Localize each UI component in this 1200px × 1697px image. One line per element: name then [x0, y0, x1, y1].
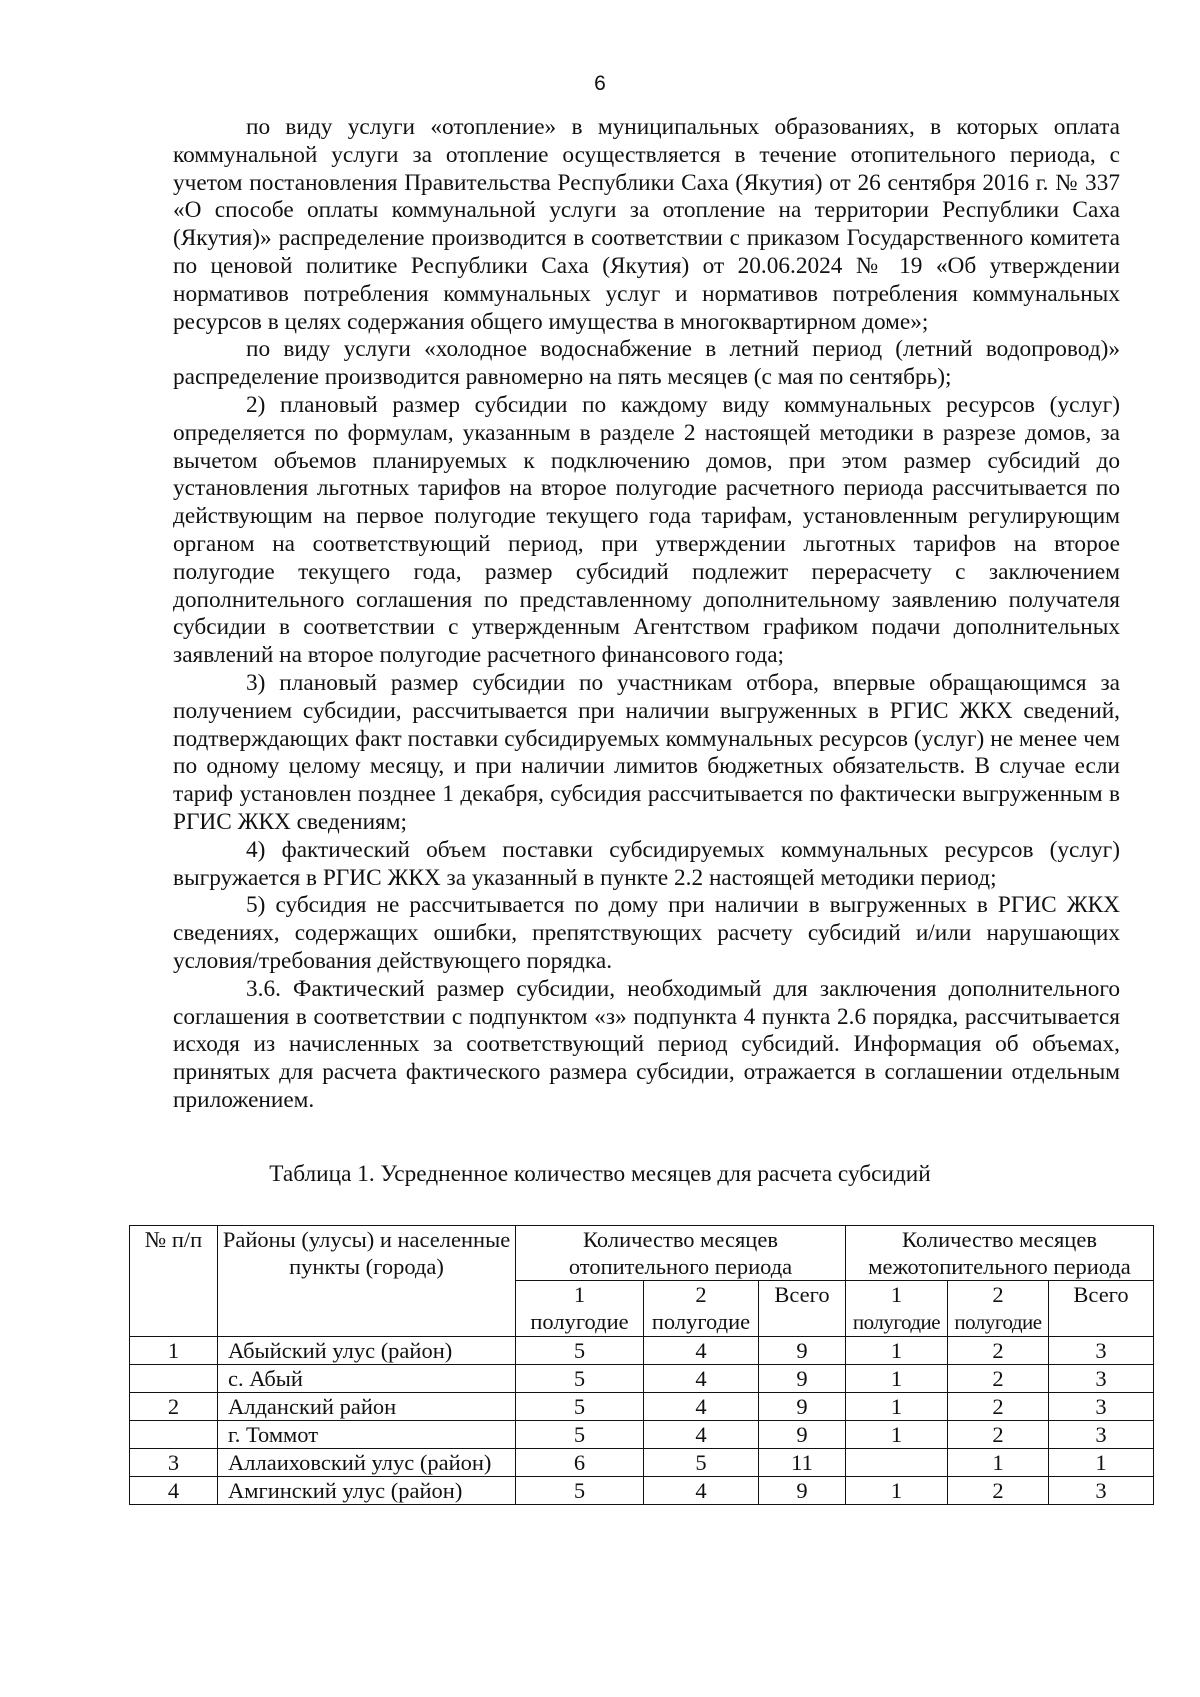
cell-heating-half-2: 4: [644, 1393, 759, 1421]
header-heating-total: Всего: [759, 1281, 846, 1337]
cell-heating-half-2: 4: [644, 1365, 759, 1393]
cell-num: 2: [130, 1393, 218, 1421]
cell-nonheating-half-1: 1: [846, 1337, 948, 1365]
table-caption: Таблица 1. Усредненное количество месяцев для расчета субсидий: [269, 1161, 931, 1187]
cell-name: г. Томмот: [218, 1421, 516, 1449]
header-heating-half-2-num: 2: [695, 1282, 707, 1307]
paragraph-item-3: 3) плановый размер субсидии по участникам отбора, впервые обращающимся за получением субсидии, рассчитывается при наличии выгруженных в РГИС ЖКХ сведений, подтверждающих факт поставки субсидируемых коммунальных ресурсов (услуг) не менее чем по одному целому месяцу, и при наличии лимитов бюджетных обязательств. В случае если тариф установлен позднее 1 декабря, субсидия рассчитывается по фактически выгруженным в РГИС ЖКХ сведениям;: [173, 669, 1120, 835]
table-row: [130, 1449, 1154, 1477]
cell-heating-half-2: 5: [644, 1449, 759, 1477]
cell-heating-total: 9: [759, 1365, 846, 1393]
cell-num: 3: [130, 1449, 218, 1477]
cell-heating-half-1: 5: [516, 1393, 644, 1421]
header-nonheating-half-2-num: 2: [992, 1282, 1004, 1307]
cell-nonheating-half-2: 1: [948, 1449, 1049, 1477]
cell-name: Алданский район: [218, 1393, 516, 1421]
cell-heating-half-2: 4: [644, 1477, 759, 1505]
header-heating-half-2: [644, 1281, 759, 1337]
cell-heating-total: 9: [759, 1477, 846, 1505]
header-heating-half-1-num: 1: [573, 1282, 586, 1307]
cell-heating-half-1: 5: [516, 1477, 644, 1505]
page-number: 6: [594, 72, 606, 95]
cell-nonheating-total: 3: [1049, 1421, 1154, 1449]
cell-nonheating-half-1: 1: [846, 1393, 948, 1421]
cell-nonheating-half-1: [846, 1449, 948, 1477]
cell-heating-half-1: 5: [516, 1365, 644, 1393]
cell-nonheating-total: 3: [1049, 1365, 1154, 1393]
cell-heating-total: 9: [759, 1421, 846, 1449]
cell-name: Абыйский улус (район): [218, 1337, 516, 1365]
paragraph-3-6: 3.6. Фактический размер субсидии, необходимый для заключения дополнительного соглашения в соответствии с подпунктом «з» подпункта 4 пункта 2.6 порядка, рассчитывается исходя из начисленных за соответствующий период субсидий. Информация об объемах, принятых для расчета фактического размера субсидии, отражается в соглашении отдельным приложением.: [173, 975, 1120, 1113]
cell-heating-total: 9: [759, 1393, 846, 1421]
cell-nonheating-half-2: 2: [948, 1365, 1049, 1393]
cell-num: [130, 1365, 218, 1393]
body-text: [173, 114, 1120, 1115]
cell-heating-half-2: 4: [644, 1337, 759, 1365]
cell-heating-half-2: 4: [644, 1421, 759, 1449]
cell-num: [130, 1421, 218, 1449]
table-row: [130, 1421, 1154, 1449]
paragraph-cold-water: по виду услуги «холодное водоснабжение в летний период (летний водопровод)» распределение производится равномерно на пять месяцев (с мая по сентябрь);: [173, 336, 1120, 391]
paragraph-item-2: 2) плановый размер субсидии по каждому виду коммунальных ресурсов (услуг) определяется по формулам, указанным в разделе 2 настоящей методики в разрезе домов, за вычетом объемов планируемых к подключению домов, при этом размер субсидий до установления льготных тарифов на второе полугодие расчетного периода рассчитывается по действующим на первое полугодие текущего года тарифам, установленным регулирующим органом на соответствующий период, при утверждении льготных тарифов на второе полугодие текущего года, размер субсидий подлежит перерасчету с заключением дополнительного соглашения по представленному дополнительному заявлению получателя субсидии в соответствии с утвержденным Агентством графиком подачи дополнительных заявлений на второе полугодие расчетного финансового года;: [173, 391, 1120, 669]
cell-num: 1: [130, 1337, 218, 1365]
cell-heating-total: 11: [759, 1449, 846, 1477]
cell-nonheating-half-1: 1: [846, 1477, 948, 1505]
header-heating-half-2-word: полугодие: [651, 1309, 751, 1334]
paragraph-item-4: 4) фактический объем поставки субсидируемых коммунальных ресурсов (услуг) выгружается в РГИС ЖКХ за указанный в пункте 2.2 настоящей методики период;: [173, 836, 1120, 891]
cell-name: Амгинский улус (район): [218, 1477, 516, 1505]
cell-heating-half-1: 6: [516, 1449, 644, 1477]
header-nonheating: Количество месяцев межотопительного периода: [846, 1226, 1154, 1281]
header-district: Районы (улусы) и населенные пункты (города): [218, 1226, 516, 1337]
table-row: [130, 1393, 1154, 1421]
cell-nonheating-total: 1: [1049, 1449, 1154, 1477]
table-header-row: [130, 1226, 1154, 1281]
header-nonheating-half-2: [948, 1281, 1049, 1337]
cell-nonheating-total: 3: [1049, 1477, 1154, 1505]
cell-heating-half-1: 5: [516, 1337, 644, 1365]
header-nonheating-half-1-num: 1: [890, 1282, 903, 1307]
cell-heating-half-1: 5: [516, 1421, 644, 1449]
cell-nonheating-half-2: 2: [948, 1421, 1049, 1449]
table-row: [130, 1477, 1154, 1505]
header-nonheating-half-2-word: полугодие: [954, 1310, 1042, 1334]
header-heating-half-1-word: полугодие: [530, 1309, 629, 1334]
cell-nonheating-half-1: 1: [846, 1365, 948, 1393]
cell-nonheating-half-2: 2: [948, 1337, 1049, 1365]
months-table: [129, 1225, 1154, 1505]
table-row: [130, 1365, 1154, 1393]
cell-nonheating-total: 3: [1049, 1393, 1154, 1421]
table-row: [130, 1337, 1154, 1365]
cell-name: с. Абый: [218, 1365, 516, 1393]
cell-nonheating-total: 3: [1049, 1337, 1154, 1365]
cell-heating-total: 9: [759, 1337, 846, 1365]
header-nonheating-total: Всего: [1049, 1281, 1154, 1337]
header-heating-half-1: [516, 1281, 644, 1337]
paragraph-item-5: 5) субсидия не рассчитывается по дому при наличии в выгруженных в РГИС ЖКХ сведениях, содержащих ошибки, препятствующих расчету субсидий и/или нарушающих условия/требования действующего порядка.: [173, 892, 1120, 974]
cell-nonheating-half-2: 2: [948, 1477, 1049, 1505]
cell-num: 4: [130, 1477, 218, 1505]
cell-nonheating-half-1: 1: [846, 1421, 948, 1449]
header-heating: Количество месяцев отопительного периода: [516, 1226, 846, 1281]
header-num: № п/п: [130, 1226, 218, 1337]
cell-name: Аллаиховский улус (район): [218, 1449, 516, 1477]
cell-nonheating-half-2: 2: [948, 1393, 1049, 1421]
header-nonheating-half-1-word: полугодие: [852, 1310, 941, 1334]
header-nonheating-half-1: [846, 1281, 948, 1337]
paragraph-heating: по виду услуги «отопление» в муниципальных образованиях, в которых оплата коммунальной услуги за отопление осуществляется в течение отопительного периода, с учетом постановления Правительства Республики Саха (Якутия) от 26 сентября 2016 г. № 337 «О способе оплаты коммунальной услуги за отопление на территории Республики Саха (Якутия)» распределение производится в соответствии с приказом Государственного комитета по ценовой политике Республики Саха (Якутия) от 20.06.2024 № 19 «Об утверждении нормативов потребления коммунальных услуг и нормативов потребления коммунальных ресурсов в целях содержания общего имущества в многоквартирном доме»;: [173, 114, 1120, 335]
